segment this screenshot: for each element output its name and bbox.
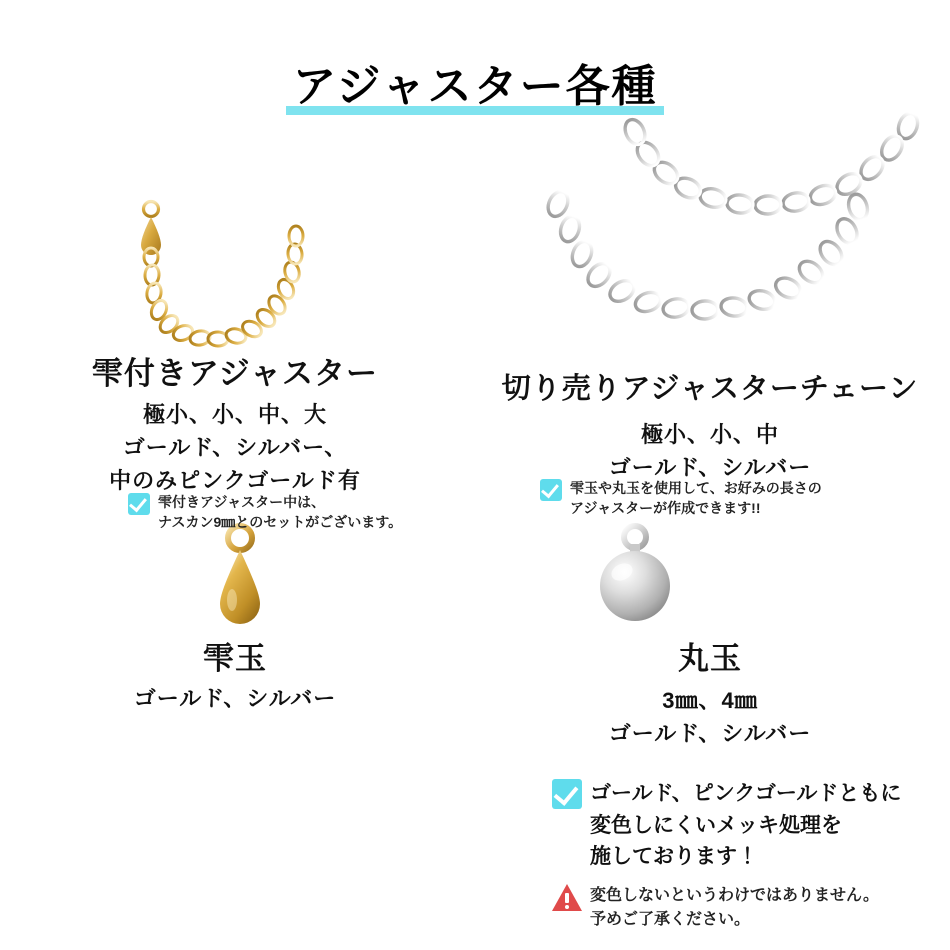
- warning-triangle-icon: [552, 884, 582, 911]
- round-ball-illustration: [575, 520, 695, 635]
- plating-note: [552, 778, 932, 873]
- plating-note-line: ゴールド、ピンクゴールドともに: [590, 782, 902, 805]
- adjuster-spec-line: ゴールド、シルバー、: [122, 435, 348, 460]
- chain-note: [540, 478, 880, 519]
- warning-note: [552, 884, 932, 932]
- plating-note-line: 施しております！: [590, 845, 758, 868]
- check-badge-icon: [128, 493, 150, 515]
- chain-note-line: 雫玉や丸玉を使用して、お好みの長さの: [570, 480, 822, 496]
- check-badge-icon: [552, 779, 582, 809]
- chain-note-line: アジャスターが作成できます!!: [570, 500, 761, 517]
- drop-ball-spec: [0, 682, 470, 715]
- adjuster-spec-line: 中のみピンクゴールド有: [109, 468, 361, 493]
- adjuster-chain-illustration: [500, 110, 940, 375]
- page-title-text: アジャスター各種: [286, 62, 663, 115]
- adjuster-note-line: ナスカン9㎜とのセットがございます。: [158, 514, 403, 531]
- page-title: [0, 62, 950, 115]
- chain-title: 切り売りアジャスターチェーン: [501, 373, 919, 405]
- round-ball-title: 丸玉: [678, 641, 742, 676]
- adjuster-note-text: [158, 492, 402, 533]
- drop-ball-title: 雫玉: [203, 641, 267, 676]
- chain-spec-line: ゴールド、シルバー: [608, 455, 812, 480]
- plating-note-line: 変色しにくいメッキ処理を: [590, 813, 842, 837]
- drop-ball-spec-line: ゴールド、シルバー: [133, 686, 337, 711]
- round-ball-spec-line: 3㎜、4㎜: [662, 688, 758, 713]
- chain-note-text: [570, 478, 822, 519]
- drop-ball-illustration: [180, 520, 300, 635]
- adjuster-title: 雫付きアジャスター: [91, 356, 379, 391]
- warning-note-line: 変色しないというわけではありません。: [590, 887, 879, 904]
- chain-spec: [470, 418, 950, 484]
- warning-note-line: 予めご了承ください。: [590, 911, 751, 928]
- adjuster-note-line: 雫付きアジャスター中は、: [158, 494, 326, 510]
- round-ball-spec: [470, 684, 950, 750]
- round-ball-spec-line: ゴールド、シルバー: [608, 721, 812, 746]
- chain-spec-line: 極小、小、中: [640, 422, 779, 447]
- warning-note-text: [590, 884, 879, 932]
- check-badge-icon: [540, 479, 562, 501]
- adjuster-note: [128, 492, 458, 533]
- plating-note-text: [590, 778, 901, 873]
- adjuster-spec-line: 極小、小、中、大: [142, 402, 327, 427]
- adjuster-spec: [0, 398, 470, 497]
- adjuster-with-drop-illustration: [95, 195, 435, 380]
